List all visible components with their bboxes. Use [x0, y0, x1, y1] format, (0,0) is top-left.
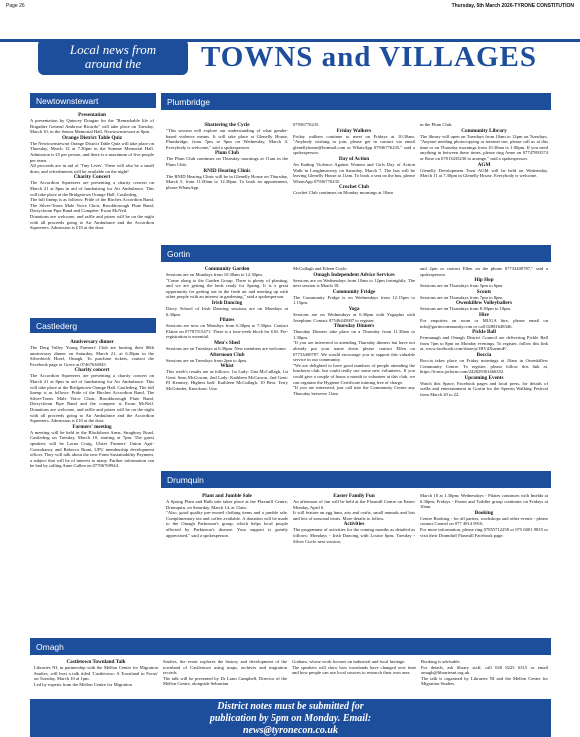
section-drumquin: Drumquin [161, 471, 551, 488]
paragraph: The Community Fridge is on Wednesdays from 12.15pm to 1.15pm. [293, 294, 415, 306]
heading: Anniversary dinner [70, 339, 114, 345]
heading: Shattering the Cycle [204, 122, 250, 128]
heading: Booking [474, 509, 494, 516]
paragraph: The speakers will show how townlands have changed over time and how people can use local sources to research their own area. [292, 664, 416, 676]
section-omagh: Omagh [30, 638, 551, 655]
heading: Omagh Independent Advice Services [313, 271, 395, 278]
paragraph: 07936776235. [293, 122, 320, 127]
paragraph: Watch this Space, Facebook pages and local press, for details of walks and entertainment in Gortin for the Sperrin Walking Festival from March 20 to 22. [420, 380, 548, 397]
heading: Whist [220, 363, 234, 370]
heading: Day of Action [338, 155, 370, 162]
issue-date: Thursday, 5th March 2026-TYRONE CONSTITUTION [451, 3, 574, 9]
paragraph: An Ending Violence Against Women and Girls Day of Action Walk in Loughmacrory on Saturday, March 7. The bus will be leaving Glenelly House at 11am. To book a seat on the bus, please WhatsApp 07936776235. [293, 161, 415, 184]
paragraph: March 10 at 1.30pm; Wednesdays - Pilates continues with Imelda at 6.30pm; Fridays - Parent and Toddler group continues on Fridays at 10am. [420, 493, 548, 510]
heading: Plant and Jumble Sale [202, 493, 252, 499]
paragraph: A Spring Plant and Bulb sale takes place at the Flaxmill Centre, Drumquin, on Saturday, March 14, at 11am. [166, 499, 288, 510]
gortin-col3 [420, 266, 548, 466]
drumquin-col1 [166, 493, 288, 633]
paragraph: Glenelly Development Trust AGM will be held on Wednesday, March 11 at 7.30pm in Glenelly House. Everybody is welcome. [420, 167, 548, 179]
heading: Pickle Ball [472, 329, 496, 336]
paragraph: "Also, good quality pre-owned clothing items and a jumble sale. Complimentary tea and coffee available. A donation will be made to the Omagh Parkinson's group, which helps local people affected by Parkinson's disease. Your support is greatly appreciated," said a spokesperson. [166, 510, 288, 538]
drumquin-col2 [293, 493, 415, 633]
paragraph: The RNID Hearing Clinic will be in Glenelly House on Thursday, March 5, from 11.00am to 12.30pm. To book an appointment, please WhatsApp [166, 173, 288, 190]
heading: Easter Family Fun [333, 493, 375, 499]
omagh-col1 [34, 659, 158, 697]
heading: Hip Hop [474, 277, 494, 284]
newtownstewart-column [30, 112, 154, 337]
paragraph: Sessions are on Wednesdays from 10am to 12pm fortnightly. The next session is March 18. [293, 277, 415, 289]
paragraph: Sessions are now on Mondays from 6.30pm to 7.30pm. Contact Elaine on 07787515471. There is a four-week block for £30. Pre-registration is essential. [166, 323, 288, 340]
notice-line2: publication by 5pm on Monday. Email: [209, 713, 372, 724]
paragraph: For details, ask library staff, call 028 8225 6315 or email omagh@librariesni.org.uk. [421, 664, 548, 676]
notice-email: news@tyronecon.co.uk [243, 725, 338, 736]
paragraph: The Accordion Squeezers are presenting a charity concert on March 21 at 8pm in aid of fundraising for Air Ambulance. This will take place at the Bridgetown Orange Hall, Castlederg. The full lineup is as follows: Pride of the Birches Accordion Band, The Silver-Tones Male Voice Choir, Brookborough Flute Band, Derrycloran Pipe Band and the compere is Ewan McNeil. Donations are welcome, and raffle and prizes will be on the night with all proceeds going to Air Ambulance and the Accordion Squeezers. Admission is £10 at the door. [30, 373, 154, 424]
heading: Charity concert [74, 367, 110, 374]
paragraph: "We are delighted to have good numbers of people attending the luncheon club, but could really use some new volunteers. If you could give a couple of hours a month to volunteer at this club, we can organise the Hygiene Certificate training free of charge. [293, 362, 415, 385]
omagh-col3 [292, 659, 416, 697]
paragraph: Libraries NI, in partnership with the Mellon Centre for Migration Studies, will host a talk titled 'Castletown: A Townland in Focus' on Tuesday, March 10 at 1pm. [34, 665, 158, 682]
paragraph: For enquiries on room or MUGA hire, please email on info@gortincommunity.com or call 02881648346. [420, 317, 548, 329]
heading: Owenkillew Volleyballers [455, 300, 513, 307]
paragraph: Graham, whose work focuses on industrial and local heritage. [292, 659, 406, 664]
heading: Thursday Dinners [333, 323, 375, 330]
paragraph: For more information, please ring 07855712258 or 075 6001 9819 or visit their Drumduff Flaxmill Facebook page. [420, 526, 548, 538]
paragraph: The talk is organised by Libraries NI and the Mellon Centre for Migration Studies. [421, 675, 548, 687]
section-newtownstewart: Newtownstewart [30, 93, 156, 108]
heading: AGM [477, 161, 491, 168]
paragraph: The talk will be presented by Dr Liam Campbell, Director of the Mellon Centre, alongside Sebastian [163, 675, 287, 687]
omagh-col4 [421, 659, 548, 697]
paragraph: Sessions are on Thursdays from 7pm to 8pm. [420, 294, 504, 300]
heading: Crochet Club [338, 184, 370, 191]
paragraph: The Newtownstewart Orange District Table Quiz will take place on Thursday, March 12 at 7.30pm in the Somme Memorial Hall. Admission is £5 per person, and there is a maximum of five people per team. [30, 140, 154, 163]
banner-tag [38, 39, 188, 75]
heading: Hire [479, 311, 489, 318]
plumbridge-col2 [293, 122, 415, 240]
paragraph: Sessions are on Tuesdays at 6.30pm. New members are welcome. [166, 345, 287, 351]
heading: Boccia [476, 351, 492, 358]
plumbridge-col3 [420, 122, 548, 240]
paragraph: The full lineup is as follows: Pride of the Birches Accordion Band, The Silver-Tones Male Voice Choir, Brookborough Flute Band, Derrycloran Pipe Band and Compère: Ewan McNeil. [30, 197, 154, 214]
heading: Community Garden [204, 266, 250, 272]
paragraph: Crochet Club continues on Monday mornings at 10am [293, 190, 393, 196]
paragraph: "Come along to the Garden Group. There is plenty of planting, and we are getting the beds ready for Spring. It is a great opportunity for getting out in the fresh air and meeting up with other people with an interest in gardening," said a spokesperson. [166, 277, 288, 300]
paragraph: Sessions are on Wednesdays at 6.30pm with Yogaplus with Josephine. Contact 07546445007 to register. [293, 311, 415, 323]
paragraph: McCullagh and Eileen Coyle. [293, 266, 348, 271]
heading: Pilates [219, 317, 235, 324]
banner-line2: around the [84, 56, 142, 71]
gortin-col1 [166, 266, 288, 466]
heading: Friday Walkers [336, 127, 372, 134]
section-gortin: Gortin [161, 245, 551, 262]
paragraph: It will feature an egg hunt, arts and crafts, small animals and lots and lots of seasonal treats. More details to follow. [293, 510, 415, 521]
paragraph: Sessions are on Thursdays from 5pm to 6pm. [420, 283, 504, 289]
paragraph: Boccia takes place on Friday mornings at 10am in Owenkillew Community Centre. To register, please follow this link at, https://forms.jotform.com/242829301466352 [420, 357, 548, 375]
paragraph: Studies, the event explores the history and development of the townland of Castletown using maps, archives and migration records. [163, 659, 287, 676]
paragraph: Thursday Dinners take place on a Thursday from 11.30am to 1.30pm. [293, 329, 415, 340]
paragraph: Fermanagh and Omagh District Council are delivering Pickle Ball from 7pm to 8pm on Monday evenings. To register, follow this link at, www.facebook.com/share/p/1BVdXuzmuF/. [420, 335, 548, 352]
heading: Community Fridge [332, 288, 376, 295]
banner-title: TOWNS and VILLAGES [200, 41, 538, 73]
section-plumbridge: Plumbridge [161, 93, 551, 110]
paragraph: Darcy School of Irish Dancing sessions are on Mondays at 6.30pm. [166, 305, 288, 317]
paragraph: Donations are welcome, and raffle and prizes will be on the night with all proceeds going to Air Ambulance and the Accordion Squeezers. Admission is £10 at the door. [30, 213, 154, 231]
heading: Afternoon Club [209, 351, 245, 358]
heading: Plum Club [214, 150, 240, 157]
paragraph: "If you are interested in attending Thursday dinners but have not already put your name down please contact Ellen on 07733400787. We would encourage you to support this valuable service in our community. [293, 340, 415, 363]
paragraph: "If you are interested, just call into the Community Centre any Thursday between 11am [293, 385, 415, 396]
paragraph: A meeting will be held in the Blackthorn Arms, Straghroy Road, Castlederg on Tuesday, March 10, starting at 7pm. The guest speakers will be Lorna Craig, Ulster Farmers' Union Agri-Consultancy and Rebecca Brant, UFU membership development officer. They will talk about the new Farm Sustainability Payment, a subject that will be of interest to many. Further information can be had by calling Anne Gallen on 07706769944. [30, 429, 154, 469]
heading: Upcoming Events [464, 374, 504, 381]
notice-line1: District notes must be submitted for [217, 701, 364, 712]
heading: RNID Hearing Clinic [203, 167, 251, 174]
paragraph: The Accordion Squeezers are presenting a charity concert on March 21 at 8pm in aid of fundraising for Air Ambulance. This will take place at the Bridgetown Orange Hall, Castlederg. [30, 180, 154, 197]
page-number: Page 26 [6, 3, 25, 9]
castlederg-column [30, 339, 154, 635]
paragraph: in the Plum Club. [420, 122, 453, 127]
submission-notice [30, 699, 551, 737]
paragraph: Sessions are on Thursdays from 8.30pm to 10pm. [420, 306, 512, 312]
heading: Yoga [348, 305, 360, 312]
heading: Men's Shed [214, 339, 240, 346]
heading: Irish Dancing [211, 299, 243, 306]
drumquin-col3 [420, 493, 548, 633]
paragraph: The programme of activities for the coming months as detailed as follows: Mondays - Irish Dancing with Louise 6pm; Tuesday - Silver Circle next session, [293, 527, 415, 544]
heading: Community Library [461, 127, 507, 134]
plumbridge-col1 [166, 122, 288, 240]
paragraph: Booking is advisable. [421, 659, 461, 664]
paragraph: Centre Booking - for all parties, workshops and other events - please contact Carmel on 077 4914 9916. [420, 515, 548, 527]
paragraph: A presentation by Quincey Dougan for the "Remarkable life of Brigadier General Ambrose Ricardo" will take place on Tuesday, March 10, in the Senior Memorial Hall, Newtownstewart at 8pm. [30, 118, 154, 135]
heading: Farmers' meeting [72, 423, 112, 430]
paragraph: An afternoon of fun will be held at the Flaxmill Centre on Easter Monday, April 6. [293, 499, 415, 510]
paragraph: All proceeds are in aid of 'Tiny Lives'. There will also be a small draw, and refreshments will be available on the night! [30, 163, 154, 174]
paragraph: Friday walkers continue to meet on Fridays at 10.30am. "Anybody wishing to join, please get in contact via email glenellyhome@hotmail.com or WhatsApp 07936776235," said a spokesperson. [293, 133, 415, 156]
banner-line1: Local news from [69, 42, 157, 57]
heading: Charity Concert [73, 174, 111, 181]
heading: Presentation [78, 112, 106, 118]
paragraph: Sessions are on Tuesdays from 2pm to 4pm. [166, 357, 248, 363]
paragraph: This week's results are as follows: 1st Lady: Una McCullagh, 1st Gent: Sean McGowan, 2nd Lady: Kathleen McCarron, 2nd Gent: PJ Kearney, Highest half: Kathleen McCullagh, 10 Best: Terry McGrinder, Knockout: Una [166, 369, 288, 391]
paragraph: "This session will explore our understanding of what gender-based violence means. It will take place at Glenelly House, Plumbridge, from 7pm to 9pm on Wednesday, March 4. Everybody is welcome," said a spokesperson. [166, 128, 288, 150]
paragraph: The library will open on Tuesdays from 10am to 12pm on Tuesdays. "Anyone needing photocopying or internet use, please call us at this time or on Thursday mornings from 10.30am to 1.00pm. If you need anything in between these times, please ring Anne on 07747893374 or Rose on 07813435230 to arrange," said a spokesperson. [420, 133, 548, 161]
heading: Orange District Table Quiz [61, 134, 123, 141]
omagh-col2 [163, 659, 287, 697]
paragraph: The Derg Valley Young Farmers' Club are hosting their 80th anniversary dinner on Saturday, March 21, at 6.30pm in the Silverbirch Hotel, Omagh. To purchase tickets, contact the Facebook page or Grace at 07467636945. [30, 345, 154, 367]
paragraph: and 2pm or contact Ellen on the phone 07733400787," said a spokesperson. [420, 266, 548, 277]
paragraph: Led by experts from the Mellon Centre for Migration [34, 681, 132, 687]
section-castlederg: Castlederg [30, 318, 156, 333]
page-header [0, 0, 580, 12]
heading: Castletown Townland Talk [66, 659, 126, 665]
heading: Scouts [476, 288, 492, 295]
heading: Activities [343, 521, 365, 528]
paragraph: Sessions are on Mondays from 10.30am to 12.30pm. [166, 272, 263, 277]
paragraph: The Plum Club continues on Thursday mornings at 11am in the Plum Club. [166, 156, 288, 167]
gortin-col2 [293, 266, 415, 466]
